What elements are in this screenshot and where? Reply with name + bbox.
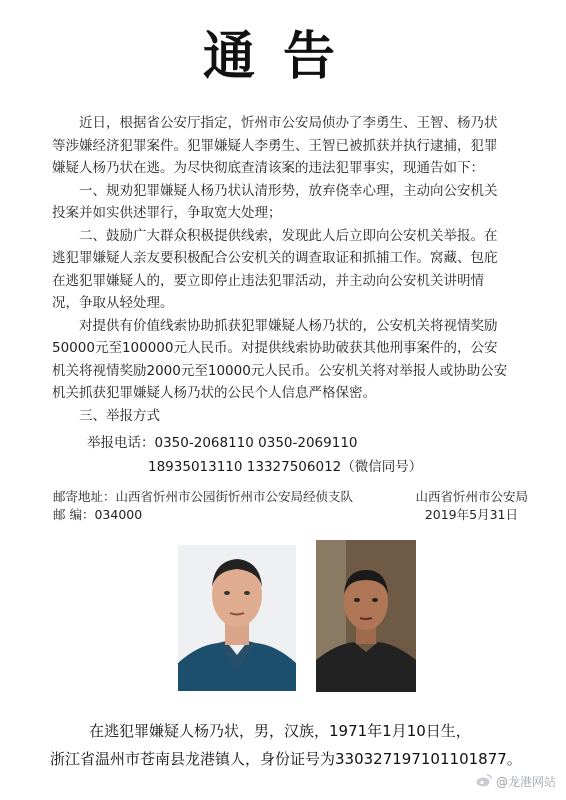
paragraph-reward: 对提供有价值线索协助抓获犯罪嫌疑人杨乃状的，公安机关将视情奖励50000元至100000元人民币。对提供线索协助破获其他刑事案件的，公安机关将视情奖励2000元至10000元人民币。公安机关将对举报人或协助公安机关抓获犯罪嫌疑人杨乃状的公民个人信息严格保密。 (52, 317, 508, 401)
issue-date: 2019年5月31日 (424, 507, 518, 522)
suspect-description-line-1: 在逃犯罪嫌疑人杨乃状，男，汉族，1971年1月10日生， (89, 722, 471, 740)
paragraph-item-2: 二、鼓励广大群众积极提供线索，发现此人后立即向公安机关举报。在逃犯罪嫌疑人亲友要积极配合公安机关的调查取证和抓捕工作。窝藏、包庇在逃犯罪嫌疑人的，要立即停止违法犯罪活动，并主动向公安机关讲明情况，争取从轻处理。 (52, 227, 498, 311)
contact-phone-line-2: 18935013110 13327506012（微信同号） (148, 459, 423, 475)
notice-body (52, 112, 508, 427)
paragraph-intro: 近日，根据省公安厅指定，忻州市公安局侦办了李勇生、王智、杨乃状等涉嫌经济犯罪案件。犯罪嫌疑人李勇生、王智已被抓获并执行逮捕，犯罪嫌疑人杨乃状在逃。为尽快彻底查清该案的违法犯罪事实，现通告如下： (52, 115, 498, 176)
suspect-description (50, 717, 530, 773)
weibo-logo-icon (476, 774, 492, 790)
suspect-photo-selfie (316, 540, 416, 692)
mail-postcode: 邮 编：034000 (53, 507, 143, 522)
notice-title: 通告 (202, 26, 363, 87)
watermark-text: @龙港网站 (495, 775, 556, 789)
mail-address: 邮寄地址：山西省忻州市公园街忻州市公安局经侦支队 (53, 489, 354, 504)
paragraph-item-3: 三、举报方式 (79, 407, 160, 424)
paragraph-item-1: 一、规劝犯罪嫌疑人杨乃状认清形势，放弃侥幸心理，主动向公安机关投案并如实供述罪行，争取宽大处理； (52, 182, 498, 221)
issuer-name: 山西省忻州市公安局 (415, 489, 528, 504)
suspect-photo-front (178, 545, 296, 691)
suspect-description-line-2: 浙江省温州市苍南县龙港镇人，身份证号为330327197101101877。 (50, 750, 522, 768)
contact-phone-line-1: 举报电话：0350-2068110 0350-2069110 (87, 435, 358, 451)
weibo-watermark (476, 773, 556, 790)
